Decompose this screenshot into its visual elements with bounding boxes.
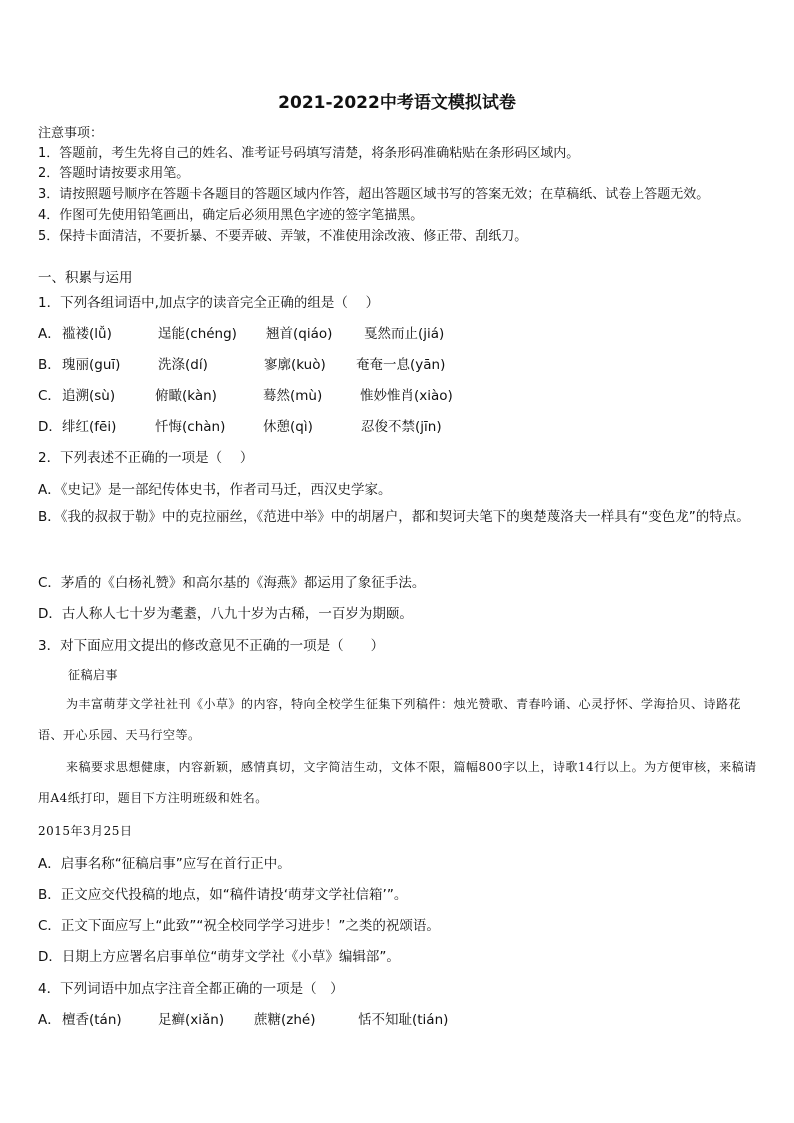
q2-option-d: D．古人称人七十岁为耄耋，八九十岁为古稀，一百岁为期颐。 xyxy=(38,606,413,622)
notice-item-1: 1．答题前，考生先将自己的姓名、准考证号码填写清楚，将条形码准确粘贴在条形码区域内。 xyxy=(38,146,580,161)
q1-b-word-2: 洗涤(dí) xyxy=(158,357,208,373)
passage-paragraph-1: 为丰富萌芽文学社社刊《小草》的内容，特向全校学生征集下列稿件：烛光赞歌、青春吟诵、心灵抒怀、学海拾贝、诗路花语、开心乐园、天马行空等。 xyxy=(38,697,742,742)
q1-option-b-label: B． xyxy=(38,357,61,373)
question-3-stem: 3．对下面应用文提出的修改意见不正确的一项是（ ） xyxy=(38,638,385,654)
q1-option-a-label: A． xyxy=(38,326,61,342)
q4-a-word-3: 蔗糖(zhé) xyxy=(254,1012,316,1028)
passage-title: 征稿启事 xyxy=(68,668,119,682)
q1-d-word-1: 绯红(fēi) xyxy=(62,419,117,435)
notice-item-4: 4．作图可先使用铅笔画出，确定后必须用黑色字迹的签字笔描黑。 xyxy=(38,208,424,223)
q3-option-d: D．日期上方应署名启事单位“萌芽文学社《小草》编辑部”。 xyxy=(38,949,400,965)
notice-item-3: 3．请按照题号顺序在答题卡各题目的答题区域内作答，超出答题区域书写的答案无效；在草稿纸、试卷上答题无效。 xyxy=(38,187,710,202)
q1-c-word-2: 俯瞰(kàn) xyxy=(155,388,217,404)
q1-a-word-2: 逞能(chéng) xyxy=(158,326,237,342)
q1-d-word-4: 忍俊不禁(jīn) xyxy=(361,419,442,435)
q2-option-a: A．《史记》是一部纪传体史书，作者司马迁，西汉史学家。 xyxy=(38,482,392,498)
question-1-stem: 1．下列各组词语中,加点字的读音完全正确的组是（ ） xyxy=(38,295,380,311)
q3-option-c: C．正文下面应写上“此致”“祝全校同学学习进步！”之类的祝颂语。 xyxy=(38,918,440,934)
q1-option-d-label: D． xyxy=(38,419,62,435)
passage-date: 2015年3月25日 xyxy=(38,824,133,838)
q1-a-word-1: 褴褛(lǚ) xyxy=(62,326,112,342)
q1-a-word-3: 翘首(qiáo) xyxy=(266,326,333,342)
q1-option-c-label: C． xyxy=(38,388,61,404)
q2-option-b: B．《我的叔叔于勒》中的克拉丽丝，《范进中举》中的胡屠户，都和契诃夫笔下的奥楚蔑洛夫一样具有“变色龙”的特点。 xyxy=(38,509,750,525)
q1-c-word-4: 惟妙惟肖(xiào) xyxy=(360,388,453,404)
q1-d-word-2: 忏悔(chàn) xyxy=(155,419,226,435)
q4-option-a-label: A． xyxy=(38,1012,61,1028)
q1-b-word-3: 寥廓(kuò) xyxy=(264,357,326,373)
q1-a-word-4: 戛然而止(jiá) xyxy=(364,326,445,342)
q1-b-word-4: 奄奄一息(yān) xyxy=(356,357,446,373)
notice-item-5: 5．保持卡面清洁，不要折暴、不要弄破、弄皱，不准使用涂改液、修正带、刮纸刀。 xyxy=(38,229,528,244)
q1-d-word-3: 休憩(qì) xyxy=(263,419,313,435)
q4-a-word-2: 足癣(xiǎn) xyxy=(158,1012,225,1028)
q3-option-a: A．启事名称“征稿启事”应写在首行正中。 xyxy=(38,856,291,872)
page-title: 2021-2022中考语文模拟试卷 xyxy=(278,93,516,113)
q1-b-word-1: 瑰丽(guī) xyxy=(62,357,121,373)
passage-paragraph-2: 来稿要求思想健康，内容新颖，感情真切，文字简洁生动，文体不限，篇幅800字以上，诗歌14行以上。为方便审核，来稿请用A4纸打印，题目下方注明班级和姓名。 xyxy=(38,760,757,805)
q3-option-b: B．正文应交代投稿的地点，如“稿件请投‘萌芽文学社信箱’”。 xyxy=(38,887,408,903)
question-2-stem: 2．下列表述不正确的一项是（ ） xyxy=(38,450,254,466)
notice-heading: 注意事项： xyxy=(38,126,104,141)
q4-a-word-4: 恬不知耻(tián) xyxy=(358,1012,449,1028)
q2-option-c: C．茅盾的《白杨礼赞》和高尔基的《海燕》都运用了象征手法。 xyxy=(38,575,426,591)
q1-c-word-1: 追溯(sù) xyxy=(62,388,116,404)
question-4-stem: 4．下列词语中加点字注音全都正确的一项是（ ） xyxy=(38,981,344,997)
q4-a-word-1: 檀香(tán) xyxy=(62,1012,122,1028)
section-heading: 一、积累与运用 xyxy=(38,270,133,286)
q1-c-word-3: 蓦然(mù) xyxy=(263,388,323,404)
notice-item-2: 2．答题时请按要求用笔。 xyxy=(38,166,190,181)
